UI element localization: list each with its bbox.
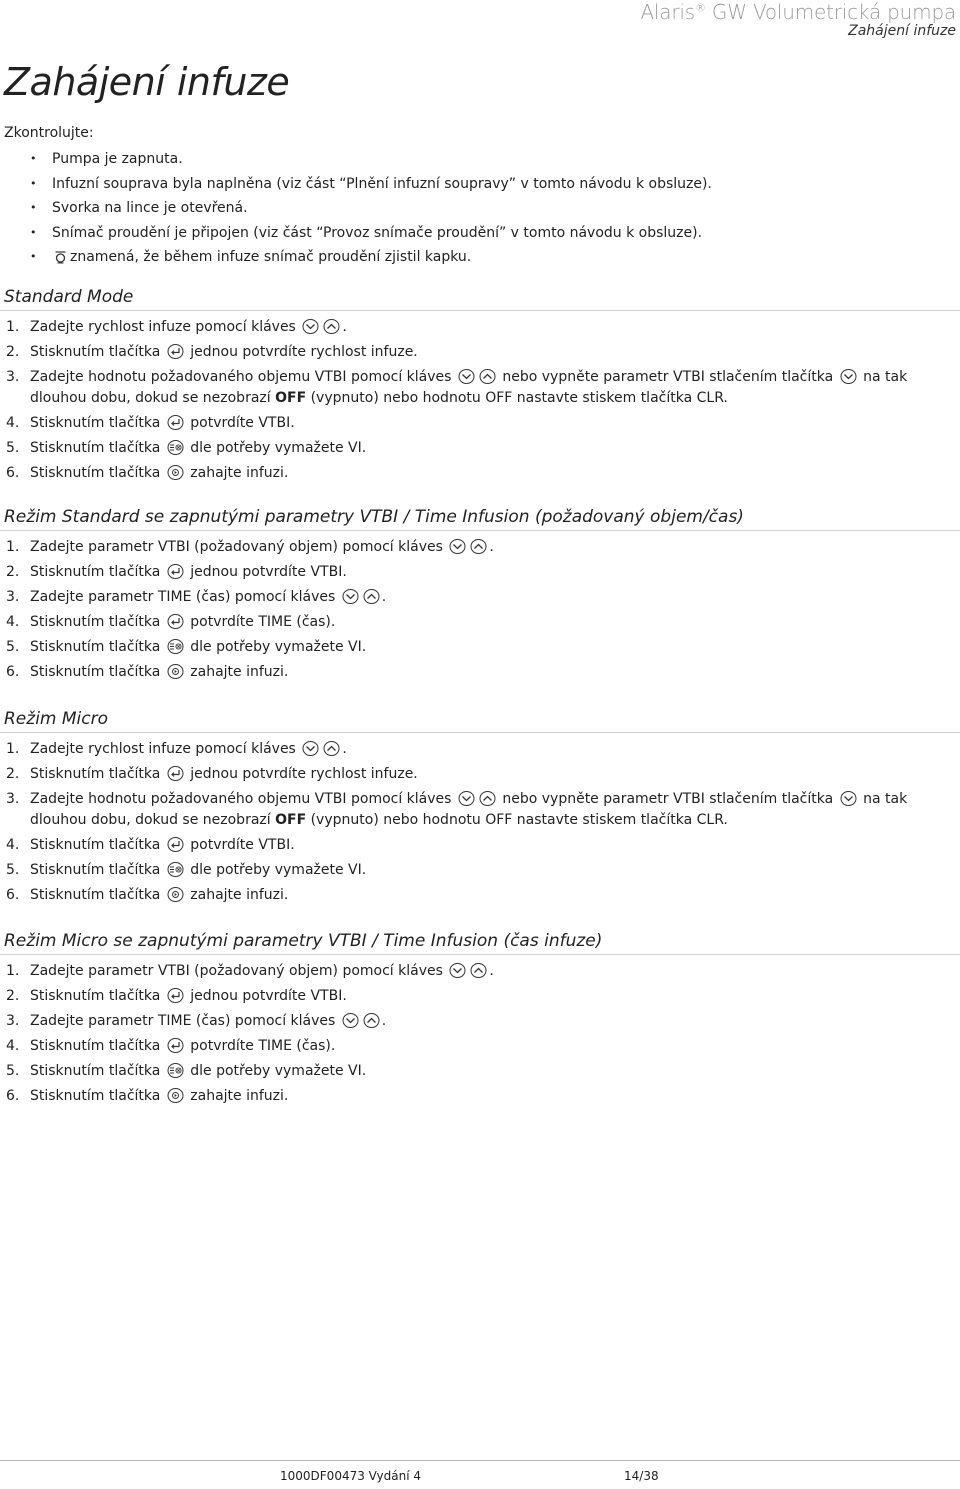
step-item (0, 835, 925, 856)
step-text: Stisknutím tlačítka (30, 1088, 161, 1104)
step-item (0, 662, 925, 683)
checklist-item: • Snímač proudění je připojen (viz část “Provoz snímače proudění” v tomto návodu k obsluze). (30, 224, 712, 249)
step-number: 5. (6, 1063, 20, 1079)
chevron-up-key-icon (323, 740, 340, 757)
step-text: Stisknutím tlačítka (30, 465, 161, 481)
chevron-down-key-icon (449, 538, 466, 555)
step-text: potvrdíte TIME (čas). (190, 1038, 336, 1054)
step-number: 3. (6, 791, 20, 807)
step-text: na tak dlouhou dobu, dokud se nezobrazí (30, 791, 908, 828)
step-text: na tak dlouhou dobu, dokud se nezobrazí (30, 369, 908, 406)
off-value: OFF (275, 812, 307, 828)
step-text: Stisknutím tlačítka (30, 766, 161, 782)
step-item (0, 764, 925, 785)
drop-sensor-icon (52, 248, 66, 265)
step-item (0, 739, 925, 760)
step-text: jednou potvrdíte VTBI. (190, 564, 347, 580)
step-number: 4. (6, 1038, 20, 1054)
chevron-down-key-icon (449, 962, 466, 979)
step-item (0, 1061, 925, 1082)
step-item (0, 789, 925, 831)
step-text: zahajte infuzi. (190, 465, 289, 481)
run-start-key-icon (167, 1087, 184, 1104)
step-number: 1. (6, 539, 20, 555)
chevron-up-key-icon (479, 368, 496, 385)
step-text: dle potřeby vymažete VI. (190, 1063, 367, 1079)
step-number: 3. (6, 589, 20, 605)
chevron-down-key-icon (302, 740, 319, 757)
step-text: . (489, 539, 494, 555)
step-text: Zadejte parametr TIME (čas) pomocí kláves (30, 1013, 336, 1029)
ok-enter-key-icon (167, 343, 184, 360)
step-text: Stisknutím tlačítka (30, 614, 161, 630)
step-text: . (342, 741, 347, 757)
procedure-section (0, 708, 960, 910)
ok-enter-key-icon (167, 1037, 184, 1054)
ok-enter-key-icon (167, 613, 184, 630)
step-text: . (381, 589, 387, 605)
step-text: zahajte infuzi. (190, 887, 289, 903)
step-item (0, 1086, 925, 1107)
step-item (0, 885, 925, 906)
chevron-up-key-icon (479, 790, 496, 807)
step-text: Zadejte rychlost infuze pomocí kláves (30, 741, 296, 757)
step-text: potvrdíte VTBI. (190, 837, 295, 853)
step-item (0, 1036, 925, 1057)
chevron-down-key-icon (840, 368, 857, 385)
step-text: dle potřeby vymažete VI. (190, 440, 367, 456)
step-number: 3. (6, 1013, 20, 1029)
step-number: 6. (6, 664, 20, 680)
step-list (0, 537, 960, 683)
run-start-key-icon (167, 886, 184, 903)
section-title: Režim Micro (0, 708, 960, 733)
step-text: (vypnuto) nebo hodnotu OFF nastavte stiskem tlačítka CLR. (310, 390, 728, 406)
step-number: 2. (6, 766, 20, 782)
page-title: Zahájení infuze (4, 60, 290, 104)
step-text: zahajte infuzi. (190, 664, 289, 680)
step-text: jednou potvrdíte rychlost infuze. (190, 766, 418, 782)
product-name: Alaris (640, 0, 695, 24)
step-text: Zadejte hodnotu požadovaného objemu VTBI pomocí kláves (30, 369, 452, 385)
chevron-up-key-icon (363, 588, 380, 605)
chevron-down-key-icon (302, 318, 319, 335)
section-title: Standard Mode (0, 286, 960, 311)
chevron-up-key-icon (323, 318, 340, 335)
step-text: potvrdíte VTBI. (190, 415, 295, 431)
ok-enter-key-icon (167, 987, 184, 1004)
volume-clear-key-icon (167, 439, 184, 456)
step-number: 1. (6, 741, 20, 757)
step-number: 4. (6, 837, 20, 853)
step-text: jednou potvrdíte rychlost infuze. (190, 344, 418, 360)
ok-enter-key-icon (167, 765, 184, 782)
chevron-up-key-icon (470, 962, 487, 979)
step-text: Stisknutím tlačítka (30, 639, 161, 655)
ok-enter-key-icon (167, 563, 184, 580)
chevron-up-key-icon (470, 538, 487, 555)
step-text: Stisknutím tlačítka (30, 1063, 161, 1079)
step-list (0, 317, 960, 484)
step-text: potvrdíte TIME (čas). (190, 614, 336, 630)
chevron-down-key-icon (342, 588, 359, 605)
page-number: 14/38 (624, 1469, 659, 1483)
checklist-item: • znamená, že během infuze snímač proudění zjistil kapku. (30, 248, 712, 273)
step-number: 5. (6, 639, 20, 655)
step-number: 2. (6, 344, 20, 360)
step-text: . (342, 319, 347, 335)
chevron-up-key-icon (363, 1012, 380, 1029)
off-value: OFF (275, 390, 307, 406)
step-text: Stisknutím tlačítka (30, 344, 161, 360)
page-footer (0, 1460, 960, 1483)
procedure-section (0, 930, 960, 1111)
step-number: 6. (6, 887, 20, 903)
step-item (0, 367, 925, 409)
step-number: 5. (6, 440, 20, 456)
step-text: nebo vypněte parametr VTBI stlačením tlačítka (502, 369, 834, 385)
ok-enter-key-icon (167, 414, 184, 431)
step-list (0, 739, 960, 906)
step-text: Stisknutím tlačítka (30, 837, 161, 853)
step-item (0, 537, 925, 558)
step-item (0, 463, 925, 484)
ok-enter-key-icon (167, 836, 184, 853)
section-header: Zahájení infuze (848, 23, 956, 39)
step-text: zahajte infuzi. (190, 1088, 289, 1104)
step-number: 2. (6, 988, 20, 1004)
procedure-section (0, 506, 960, 687)
step-number: 4. (6, 415, 20, 431)
step-text: (vypnuto) nebo hodnotu OFF nastavte stiskem tlačítka CLR. (310, 812, 728, 828)
step-text: nebo vypněte parametr VTBI stlačením tlačítka (502, 791, 834, 807)
step-text: Stisknutím tlačítka (30, 440, 161, 456)
chevron-down-key-icon (840, 790, 857, 807)
step-text: Zadejte rychlost infuze pomocí kláves (30, 319, 296, 335)
registered-mark: ® (694, 1, 706, 15)
step-text: Zadejte hodnotu požadovaného objemu VTBI pomocí kláves (30, 791, 452, 807)
step-item (0, 986, 925, 1007)
step-text: Stisknutím tlačítka (30, 988, 161, 1004)
step-text: . (381, 1013, 387, 1029)
step-number: 5. (6, 862, 20, 878)
step-text: . (489, 963, 494, 979)
chevron-down-key-icon (342, 1012, 359, 1029)
step-text: Zadejte parametr TIME (čas) pomocí kláves (30, 589, 336, 605)
section-title: Režim Standard se zapnutými parametry VTBI / Time Infusion (požadovaný objem/čas) (0, 506, 960, 531)
step-text: Stisknutím tlačítka (30, 564, 161, 580)
step-number: 1. (6, 319, 20, 335)
checklist-label: Zkontrolujte: (4, 125, 94, 141)
step-item (0, 1011, 925, 1032)
step-list (0, 961, 960, 1107)
step-item (0, 562, 925, 583)
step-text: Stisknutím tlačítka (30, 415, 161, 431)
step-number: 1. (6, 963, 20, 979)
step-number: 4. (6, 614, 20, 630)
checklist-item: • Infuzní souprava byla naplněna (viz část “Plnění infuzní soupravy” v tomto návodu k obsluze). (30, 175, 712, 200)
run-start-key-icon (167, 464, 184, 481)
volume-clear-key-icon (167, 638, 184, 655)
step-text: Zadejte parametr VTBI (požadovaný objem) pomocí kláves (30, 539, 443, 555)
step-item (0, 612, 925, 633)
step-text: dle potřeby vymažete VI. (190, 862, 367, 878)
step-item (0, 587, 925, 608)
chevron-down-key-icon (458, 368, 475, 385)
procedure-section (0, 286, 960, 488)
chevron-down-key-icon (458, 790, 475, 807)
volume-clear-key-icon (167, 1062, 184, 1079)
step-text: Zadejte parametr VTBI (požadovaný objem) pomocí kláves (30, 963, 443, 979)
step-number: 2. (6, 564, 20, 580)
step-text: Stisknutím tlačítka (30, 887, 161, 903)
product-name-rest: GW Volumetrická pumpa (705, 0, 956, 24)
step-item (0, 342, 925, 363)
step-number: 3. (6, 369, 20, 385)
step-text: jednou potvrdíte VTBI. (190, 988, 347, 1004)
step-text: Stisknutím tlačítka (30, 862, 161, 878)
section-title: Režim Micro se zapnutými parametry VTBI / Time Infusion (čas infuze) (0, 930, 960, 955)
checklist (30, 150, 712, 273)
run-start-key-icon (167, 663, 184, 680)
step-text: Stisknutím tlačítka (30, 1038, 161, 1054)
checklist-item: • Pumpa je zapnuta. (30, 150, 712, 175)
step-item (0, 637, 925, 658)
step-item (0, 860, 925, 881)
document-id: 1000DF00473 Vydání 4 (280, 1469, 422, 1483)
volume-clear-key-icon (167, 861, 184, 878)
checklist-item: • Svorka na lince je otevřená. (30, 199, 712, 224)
step-text: dle potřeby vymažete VI. (190, 639, 367, 655)
product-header (640, 0, 956, 24)
step-item (0, 961, 925, 982)
step-item (0, 317, 925, 338)
step-item (0, 438, 925, 459)
step-text: Stisknutím tlačítka (30, 664, 161, 680)
step-number: 6. (6, 1088, 20, 1104)
step-number: 6. (6, 465, 20, 481)
step-item (0, 413, 925, 434)
